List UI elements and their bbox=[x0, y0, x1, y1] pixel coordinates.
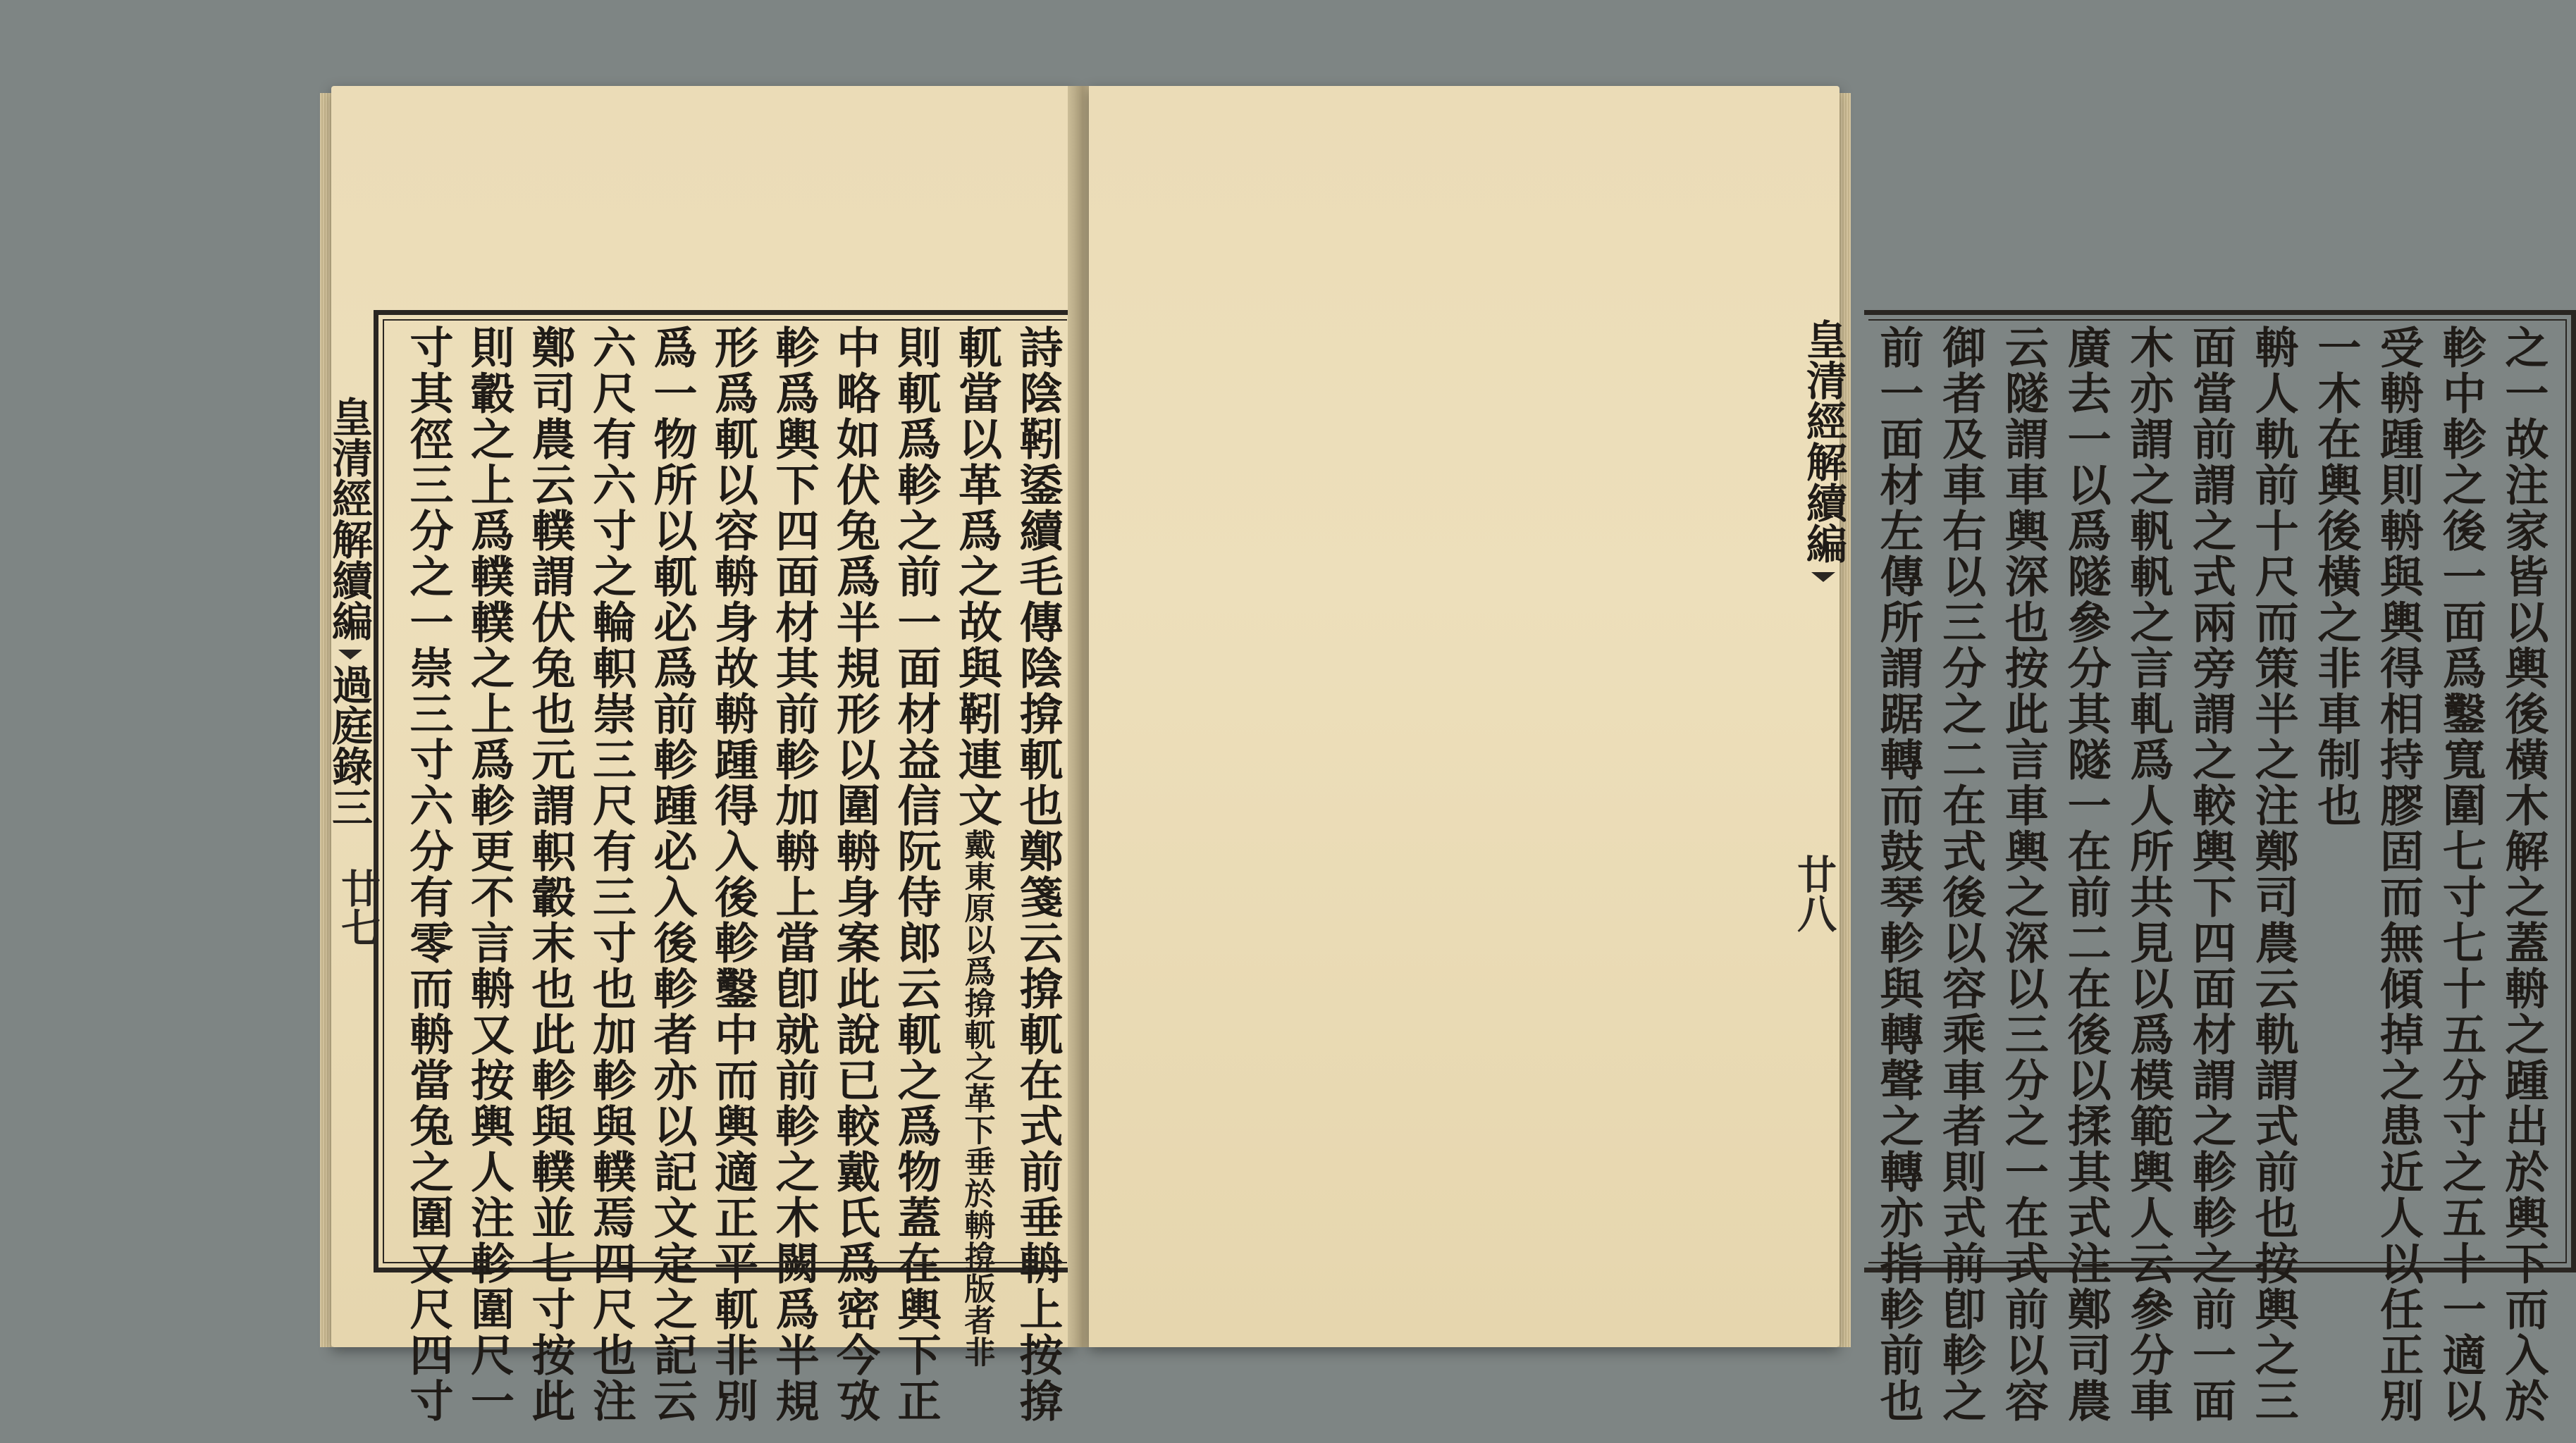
column-text: 詩陰靷鋈續毛傳陰揜軏也鄭箋云揜軏在式前垂輈上按揜 bbox=[1012, 325, 1064, 1424]
column-text: 前一面材左傳所謂踞轉而鼓琴軫與轉聲之轉亦指軫前也 bbox=[1873, 325, 1924, 1424]
column-text: 受輈踵則輈與輿得相持膠固而無傾掉之患近人以任正別 bbox=[2372, 325, 2424, 1424]
left-margin-title: 皇清經解續編 bbox=[325, 396, 373, 641]
text-column bbox=[706, 325, 760, 1424]
text-column bbox=[767, 325, 820, 1424]
column-text: 面當前謂之式兩旁謂之較輿下四面材謂之軫軫之前一面 bbox=[2185, 325, 2237, 1424]
text-column bbox=[584, 325, 638, 1424]
text-column bbox=[2372, 325, 2425, 1424]
text-column bbox=[828, 325, 882, 1424]
page-edges-right bbox=[1838, 93, 1851, 1347]
text-column bbox=[2246, 325, 2300, 1424]
column-text: 則轂之上爲轐轐之上爲軫更不言輈又按輿人注軫圍尺一 bbox=[463, 325, 515, 1424]
text-column bbox=[889, 325, 942, 1424]
column-text: 鄭司農云轐謂伏兔也元謂軹轂末也此軫與轐並七寸按此 bbox=[524, 325, 576, 1424]
text-column bbox=[645, 325, 698, 1424]
column-text: 形爲軏以容輈身故輈踵得入後軫鑿中而輿適正平軏非別 bbox=[707, 325, 759, 1424]
left-text-columns bbox=[401, 325, 1064, 1424]
column-text: 則軏爲軫之前一面材益信阮侍郎云軏之爲物蓋在輿下正 bbox=[890, 325, 942, 1424]
column-text: 廣去一以爲隧參分其隧一在前二在後以揉其式注鄭司農 bbox=[2060, 325, 2112, 1424]
text-column bbox=[462, 325, 516, 1424]
column-text: 寸其徑三分之一崇三寸六分有零而輈當兔之圍又尺四寸 bbox=[402, 325, 454, 1424]
text-column bbox=[2183, 325, 2237, 1424]
column-annotation: 戴東原以爲揜軏之革下垂於輈揜版者非 bbox=[959, 829, 995, 1368]
fishtail-mark-left bbox=[338, 650, 362, 659]
fishtail-mark-right bbox=[1811, 572, 1835, 582]
column-text: 中略如伏兔爲半規形以圍輈身案此說已較戴氏爲密今攷 bbox=[829, 325, 881, 1424]
column-text: 輈人軌前十尺而策半之注鄭司農云軌謂式前也按輿之三 bbox=[2248, 325, 2300, 1424]
column-text: 軏當以革爲之故與靷連文 bbox=[951, 325, 1003, 829]
text-column bbox=[1871, 325, 1925, 1424]
text-column bbox=[950, 325, 1004, 1368]
right-margin-title: 皇清經解續編 bbox=[1799, 318, 1847, 564]
left-margin-section: 過庭錄三 bbox=[325, 664, 373, 827]
left-text-frame bbox=[374, 310, 1071, 1424]
column-text: 木亦謂之軓軓之言軋爲人所共見以爲模範輿人云參分車 bbox=[2122, 325, 2174, 1424]
column-text: 軫中軫之後一面爲鑿寬圍七寸七十五分寸之五十一適以 bbox=[2435, 325, 2487, 1424]
column-text: 御者及車右以三分之二在式後以容乘車者則式前卽軫之 bbox=[1935, 325, 1987, 1424]
right-text-frame bbox=[1864, 310, 2576, 1424]
column-text: 云隧謂車輿深也按此言車輿之深以三分之一在式前以容 bbox=[1997, 325, 2050, 1424]
text-column bbox=[1934, 325, 1988, 1424]
text-column bbox=[2434, 325, 2487, 1424]
text-column bbox=[2121, 325, 2175, 1424]
open-book bbox=[325, 86, 2549, 1424]
text-column bbox=[1996, 325, 2050, 1424]
text-column bbox=[2309, 325, 2362, 1258]
right-page-number: 廿八 bbox=[1791, 854, 1837, 933]
text-column bbox=[2496, 325, 2550, 1424]
column-text: 六尺有六寸之輪軹崇三尺有三寸也加軫與轐焉四尺也注 bbox=[585, 325, 637, 1424]
column-text: 軫爲輿下四面材其前軫加輈上當卽就前軫之木闕爲半規 bbox=[768, 325, 820, 1424]
text-column bbox=[2059, 325, 2112, 1424]
column-text: 之一故注家皆以輿後橫木解之蓋輈之踵出於輿下而入於 bbox=[2497, 325, 2549, 1424]
right-page bbox=[1089, 86, 2549, 1424]
left-page-number: 廿七 bbox=[335, 868, 381, 947]
text-column bbox=[401, 325, 455, 1424]
right-text-columns bbox=[1871, 325, 2550, 1424]
left-page bbox=[325, 86, 1075, 1424]
text-column bbox=[523, 325, 577, 1424]
column-text: 一木在輿後橫之非車制也 bbox=[2310, 325, 2362, 829]
text-column bbox=[1011, 325, 1064, 1424]
column-text: 爲一物所以軏必爲前軫踵必入後軫者亦以記文定之記云 bbox=[646, 325, 698, 1424]
